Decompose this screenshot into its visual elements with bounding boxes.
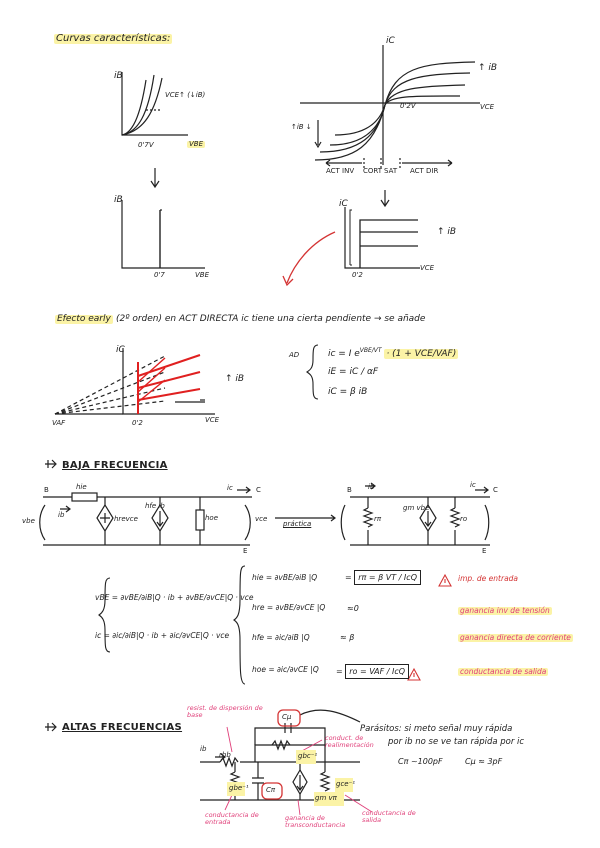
section-title-early: Efecto early (57, 314, 111, 324)
label-hre: hrevce (114, 515, 138, 523)
label-02v: 0'2V (400, 102, 416, 110)
annot-gm: ganancia de transconductancia (285, 814, 346, 830)
label-ib-arrow: ↑ iB (478, 63, 498, 73)
label-rbb: rbb (219, 751, 231, 759)
label-hoe: hoe (205, 514, 219, 522)
label-02: 0'2 (352, 271, 363, 279)
label-gbc: gbc⁻¹ (298, 752, 318, 760)
label-vbe-2: VBE (195, 271, 210, 279)
early-label-ic: iC (116, 345, 125, 355)
result-rpi: = rπ = β VT / IcQ (345, 574, 421, 582)
label-ro: ro (460, 515, 468, 523)
note-imp-entrada: imp. de entrada (458, 574, 519, 583)
label-cmu: Cμ (282, 713, 292, 721)
label-vbe-baja: vbe (22, 517, 35, 525)
region-act-inv: ACT INV (326, 167, 355, 175)
node-b-2: B (347, 486, 352, 494)
label-ic: iC (386, 36, 395, 46)
label-vbe: VBE (189, 140, 204, 148)
node-c: C (256, 486, 261, 494)
def-hre: hre = ∂vBE/∂vCE |Q (252, 603, 326, 612)
label-hfe: hfe ib (145, 502, 165, 510)
label-gm: gm vbe (403, 504, 430, 512)
region-sat: SAT (384, 167, 398, 175)
result-zero: ≈0 (347, 604, 359, 613)
label-rpi: rπ (374, 515, 382, 523)
label-vce-2: VCE (420, 264, 435, 272)
label-ic-baja: ic (227, 484, 233, 492)
section-title-baja: BAJA FRECUENCIA (62, 460, 168, 471)
label-hie: hie (76, 483, 87, 491)
def-hfe: hfe = ∂ic/∂iB |Q (252, 633, 310, 642)
note-conductancia-salida: conductancia de salida (460, 667, 547, 676)
eq-vbe: vBE = ∂vBE/∂iB|Q · ib + ∂vBE/∂vCE|Q · vce (95, 593, 254, 602)
label-practica: práctica (283, 520, 312, 528)
result-ro: = ro = VAF / IcQ (336, 668, 409, 676)
label-vce-baja: vce (255, 515, 268, 523)
note-ganancia-directa: ganancia directa de corriente (460, 633, 571, 642)
label-vce: VCE (480, 103, 495, 111)
label-07: 0'7 (154, 271, 165, 279)
altas-parasites: Parásitos: si meto señal muy rápida (360, 724, 513, 734)
result-beta: ≈ β (340, 633, 355, 642)
altas-cpi: Cπ ~100pF (398, 757, 443, 766)
section-title-curves: Curvas características: (56, 33, 171, 44)
annot-rbb: resist. de dispersión de base (187, 704, 263, 720)
def-hie: hie = ∂vBE/∂iB |Q (252, 573, 318, 582)
label-07v: 0'7V (138, 141, 154, 149)
node-b: B (44, 486, 49, 494)
region-cort: CORT (363, 167, 383, 175)
label-cpi: Cπ (266, 786, 276, 794)
annot-gbe: conductancia de entrada (205, 811, 259, 827)
label-vce-arrow: VCE↑ (↓iB) (165, 91, 206, 99)
early-description: (2º orden) en ACT DIRECTA ic tiene una cierta pendiente → se añade (116, 314, 426, 324)
note-ganancia-inv: ganancia inv de tensión (460, 606, 550, 615)
label-gbe: gbe⁻¹ (229, 784, 249, 792)
annot-gbc: conduct. de realimentación (325, 734, 374, 750)
early-label-ib: ↑ iB (225, 374, 245, 384)
label-gmvpi: gm vπ (315, 794, 337, 802)
label-ib: iB (114, 71, 123, 81)
label-ib-arrow-2: ↑ iB (437, 227, 457, 237)
altas-cmu: Cμ ≈ 3pF (465, 757, 503, 766)
def-hoe: hoe = ∂ic/∂vCE |Q (252, 665, 319, 674)
label-gce: gce⁻¹ (336, 780, 356, 788)
label-ic-2: iC (339, 199, 348, 209)
label-ib-altas: ib (200, 745, 207, 753)
early-eq2: iE = iC / αF (328, 367, 379, 377)
annot-gce: conductancia de salida (362, 809, 416, 825)
early-label-02: 0'2 (132, 419, 143, 427)
node-e-2: E (482, 547, 487, 555)
early-label-ad: AD (289, 351, 300, 359)
early-label-vce: VCE (205, 416, 220, 424)
altas-parasites-2: por ib no se ve tan rápida por ic (388, 737, 525, 747)
early-label-vaf: VAF (52, 419, 66, 427)
node-e: E (243, 547, 248, 555)
node-c-2: C (493, 486, 498, 494)
section-title-altas: ALTAS FRECUENCIAS (62, 722, 183, 733)
early-eq1: ic = I $e^{VBE/VT} \cdot (1 + VCE/VAF)$ (328, 347, 457, 359)
label-ib-2: iB (114, 195, 123, 205)
early-eq3: iC = β iB (328, 387, 368, 397)
label-ib-down: ↑iB ↓ (291, 123, 312, 131)
eq-ic: ic = ∂ic/∂iB|Q · ib + ∂ic/∂vCE|Q · vce (95, 631, 230, 640)
region-act-dir: ACT DIR (410, 167, 439, 175)
label-ib-baja: ib (58, 511, 65, 519)
label-ib-2: ib (368, 483, 375, 491)
label-ic-2: ic (470, 481, 476, 489)
